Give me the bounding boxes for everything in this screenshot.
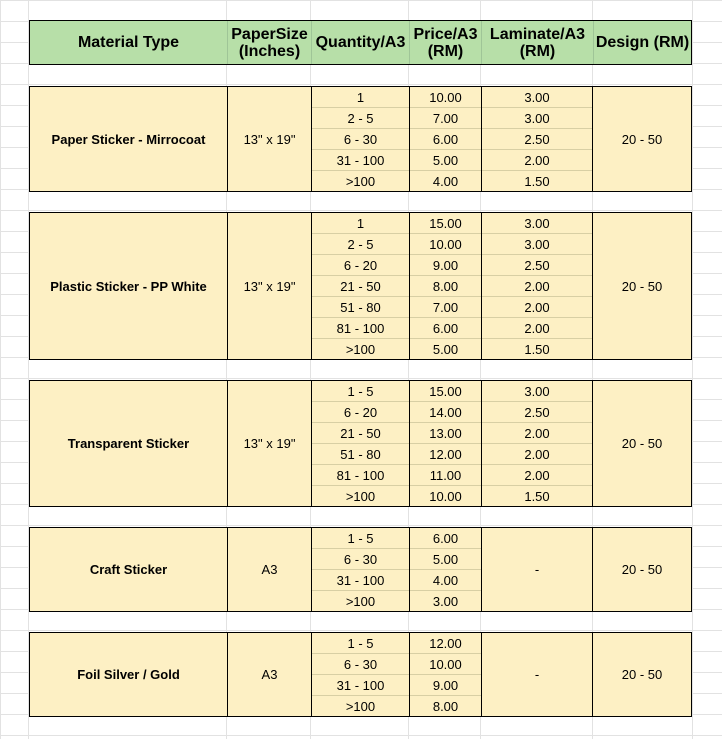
price-cell: 4.00	[432, 174, 459, 189]
price-cell: 9.00	[410, 675, 481, 696]
price-cell: 10.00	[410, 234, 481, 255]
header-material-type: Material Type	[77, 34, 180, 51]
laminate-column	[481, 213, 593, 359]
quantity-column	[311, 633, 409, 716]
laminate-cell: 1.50	[524, 342, 550, 357]
laminate-cell: 2.50	[482, 129, 592, 150]
price-cell: 5.00	[432, 342, 459, 357]
material-group	[29, 212, 692, 360]
material-group	[29, 632, 692, 717]
laminate-cell: 2.00	[482, 444, 592, 465]
laminate-cell: 2.00	[482, 276, 592, 297]
price-cell: 7.00	[410, 108, 481, 129]
design-price: 20 - 50	[621, 562, 663, 577]
price-column	[409, 528, 481, 611]
quantity-cell: 1 - 5	[312, 528, 409, 549]
paper-size: A3	[227, 633, 311, 716]
header-design: Design (RM)	[593, 21, 691, 64]
price-cell: 10.00	[410, 654, 481, 675]
material-name: Craft Sticker	[89, 562, 168, 577]
quantity-cell: 1 - 5	[312, 381, 409, 402]
design-price: 20 - 50	[621, 131, 663, 147]
laminate-cell: 2.00	[482, 423, 592, 444]
price-cell: 15.00	[410, 381, 481, 402]
price-cell: 6.00	[410, 528, 481, 549]
material-group	[29, 86, 692, 192]
price-cell: 6.00	[410, 318, 481, 339]
header-quantity: Quantity/A3	[311, 21, 409, 64]
quantity-cell: 21 - 50	[312, 423, 409, 444]
laminate-na: -	[481, 528, 593, 611]
header-price: Price/A3 (RM)	[409, 21, 481, 64]
price-cell: 3.00	[432, 594, 459, 609]
laminate-cell: 2.00	[482, 465, 592, 486]
laminate-cell: 2.00	[482, 318, 592, 339]
laminate-cell: 3.00	[482, 108, 592, 129]
price-cell: 6.00	[410, 129, 481, 150]
quantity-cell: 21 - 50	[312, 276, 409, 297]
price-cell: 9.00	[410, 255, 481, 276]
price-cell: 7.00	[410, 297, 481, 318]
price-column	[409, 213, 481, 359]
price-cell: 14.00	[410, 402, 481, 423]
price-cell: 8.00	[432, 699, 459, 714]
laminate-cell: 3.00	[482, 234, 592, 255]
quantity-cell: 31 - 100	[312, 150, 409, 171]
laminate-column	[481, 381, 593, 506]
price-column	[409, 87, 481, 191]
quantity-column	[311, 87, 409, 191]
table-header	[29, 20, 692, 65]
price-cell: 11.00	[410, 465, 481, 486]
laminate-cell: 1.50	[524, 489, 550, 504]
price-cell: 12.00	[410, 633, 481, 654]
material-name: Plastic Sticker - PP White	[50, 278, 207, 294]
paper-size: 13" x 19"	[227, 381, 311, 506]
design-price: 20 - 50	[621, 667, 663, 682]
price-cell: 8.00	[410, 276, 481, 297]
header-paper-size: PaperSize (Inches)	[227, 21, 311, 64]
quantity-cell: 1	[312, 213, 409, 234]
laminate-cell: 3.00	[482, 381, 592, 402]
quantity-cell: >100	[345, 699, 376, 714]
laminate-na: -	[481, 633, 593, 716]
price-cell: 10.00	[410, 87, 481, 108]
price-column	[409, 633, 481, 716]
quantity-cell: 51 - 80	[312, 444, 409, 465]
design-price: 20 - 50	[621, 278, 663, 294]
quantity-column	[311, 381, 409, 506]
quantity-cell: 1	[312, 87, 409, 108]
quantity-cell: 6 - 20	[312, 402, 409, 423]
design-price: 20 - 50	[621, 436, 663, 451]
quantity-cell: 2 - 5	[312, 108, 409, 129]
price-cell: 15.00	[410, 213, 481, 234]
quantity-cell: 1 - 5	[312, 633, 409, 654]
laminate-cell: 1.50	[524, 174, 550, 189]
laminate-cell: 2.50	[482, 402, 592, 423]
quantity-cell: 31 - 100	[312, 675, 409, 696]
quantity-cell: >100	[345, 342, 376, 357]
price-cell: 4.00	[410, 570, 481, 591]
laminate-cell: 3.00	[482, 213, 592, 234]
quantity-column	[311, 213, 409, 359]
quantity-cell: 51 - 80	[312, 297, 409, 318]
quantity-column	[311, 528, 409, 611]
price-cell: 5.00	[410, 150, 481, 171]
paper-size: 13" x 19"	[227, 87, 311, 191]
quantity-cell: 81 - 100	[312, 318, 409, 339]
laminate-cell: 2.00	[482, 297, 592, 318]
quantity-cell: >100	[345, 489, 376, 504]
price-column	[409, 381, 481, 506]
price-cell: 10.00	[429, 489, 462, 504]
material-group	[29, 527, 692, 612]
paper-size: 13" x 19"	[227, 213, 311, 359]
material-name: Paper Sticker - Mirrocoat	[51, 131, 206, 147]
quantity-cell: >100	[345, 174, 376, 189]
price-cell: 12.00	[410, 444, 481, 465]
quantity-cell: 2 - 5	[312, 234, 409, 255]
quantity-cell: >100	[345, 594, 376, 609]
material-name: Foil Silver / Gold	[77, 667, 180, 682]
laminate-column	[481, 87, 593, 191]
quantity-cell: 6 - 20	[312, 255, 409, 276]
material-name: Transparent Sticker	[67, 436, 190, 451]
quantity-cell: 6 - 30	[312, 129, 409, 150]
quantity-cell: 81 - 100	[312, 465, 409, 486]
grid-line	[692, 0, 693, 739]
laminate-cell: 3.00	[482, 87, 592, 108]
quantity-cell: 6 - 30	[312, 549, 409, 570]
paper-size: A3	[227, 528, 311, 611]
price-cell: 5.00	[410, 549, 481, 570]
quantity-cell: 31 - 100	[312, 570, 409, 591]
laminate-cell: 2.00	[482, 150, 592, 171]
laminate-cell: 2.50	[482, 255, 592, 276]
quantity-cell: 6 - 30	[312, 654, 409, 675]
material-group	[29, 380, 692, 507]
price-cell: 13.00	[410, 423, 481, 444]
header-laminate: Laminate/A3 (RM)	[481, 21, 593, 64]
